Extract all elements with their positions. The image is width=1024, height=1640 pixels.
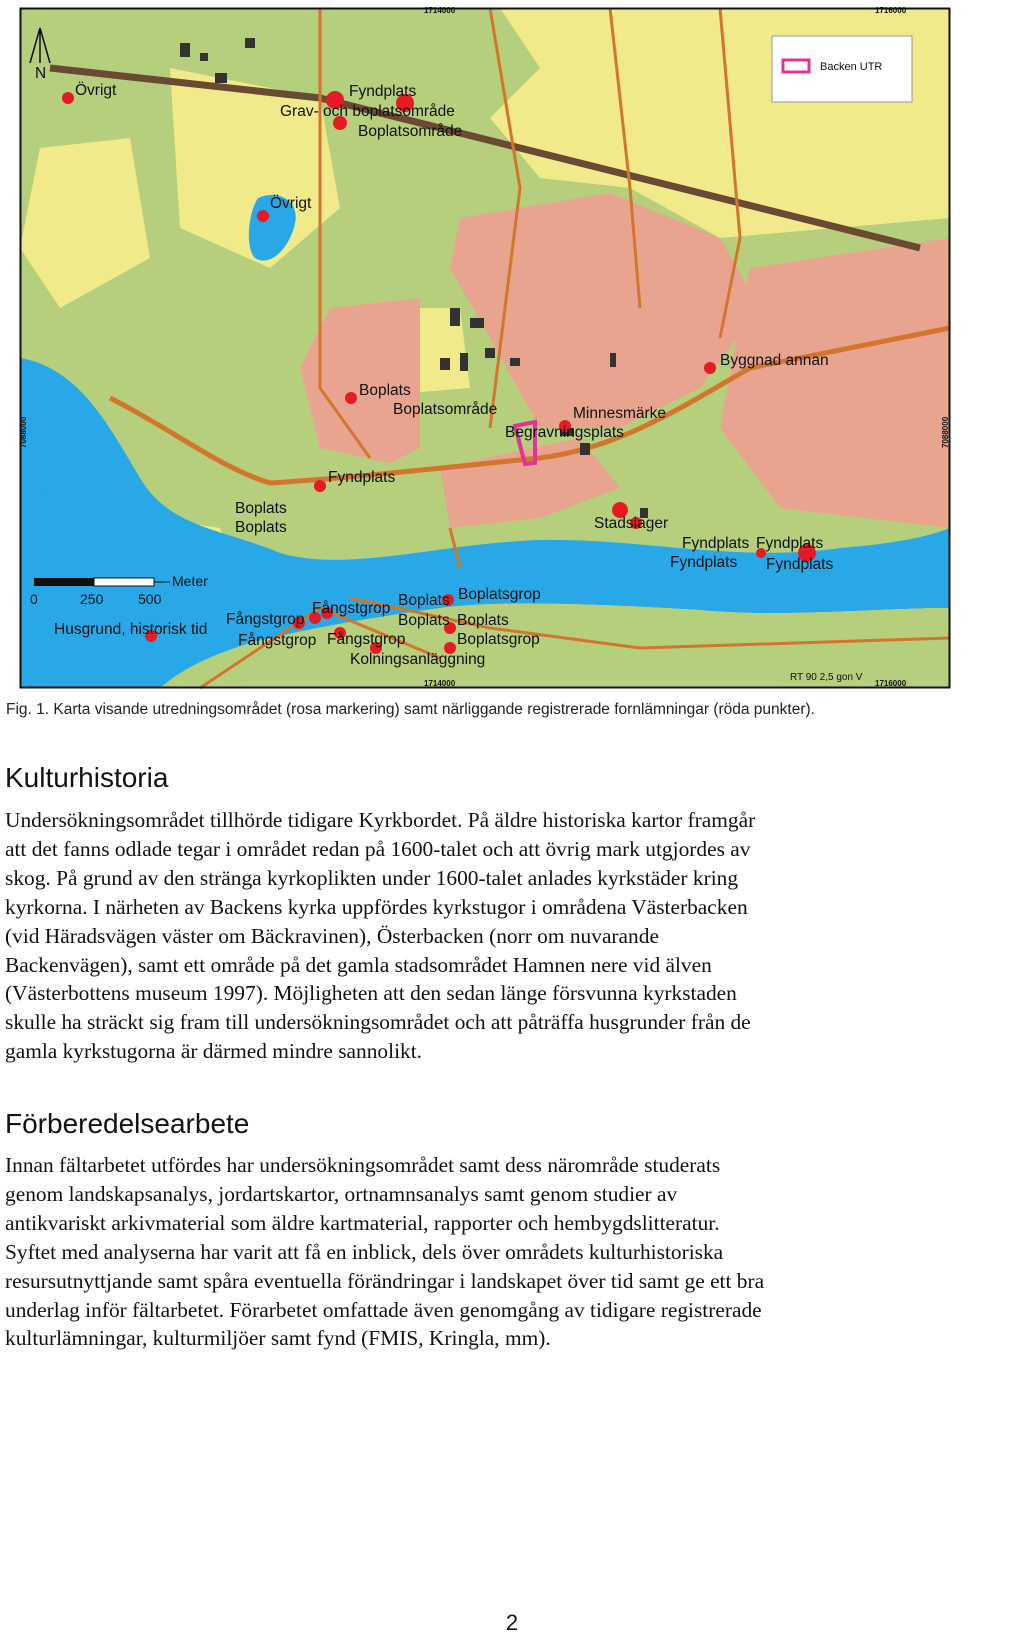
site-label: Boplatsområde bbox=[358, 123, 463, 140]
heading-forberedelsearbete: Förberedelsearbete bbox=[5, 1108, 250, 1139]
grid-label: 7088000 bbox=[19, 416, 28, 448]
grid-label: 1716000 bbox=[875, 6, 907, 15]
site-label: Husgrund, historisk tid bbox=[54, 621, 208, 638]
site-label: Boplatsområde bbox=[393, 401, 498, 418]
site-label: Boplats bbox=[359, 382, 411, 399]
map bbox=[20, 8, 950, 688]
site-label: Fyndplats bbox=[328, 469, 396, 486]
site-label: Kolningsanläggning bbox=[350, 651, 486, 668]
site-label: Fyndplats bbox=[670, 554, 738, 571]
grid-label: 1714000 bbox=[424, 6, 456, 15]
map-figure bbox=[20, 8, 950, 688]
site-label: Boplats bbox=[398, 612, 450, 629]
site-label: Boplats bbox=[235, 500, 287, 517]
map-legend bbox=[772, 36, 912, 102]
site-label: Fyndplats bbox=[349, 83, 417, 100]
site-label: Begravningsplats bbox=[505, 424, 624, 441]
projection-label: RT 90 2,5 gon V bbox=[790, 672, 863, 683]
text-line: (Västerbottens museum 1997). Möjligheten att den sedan länge försvunna kyrkstaden bbox=[5, 981, 737, 1006]
text-line: underlag inför fältarbetet. Förarbetet omfattade även genomgång av tidigare registrerade bbox=[5, 1297, 762, 1322]
page-number: 2 bbox=[505, 1610, 519, 1635]
text-line: (vid Häradsvägen väster om Bäckravinen), Österbacken (norr om nuvarande bbox=[5, 923, 659, 948]
text-line: att det fanns odlade tegar i området redan på 1600-talet och att övrig mark utgjordes av bbox=[5, 836, 751, 861]
site-label: Boplats bbox=[398, 592, 450, 609]
text-line: Innan fältarbetet utfördes har undersökningsområdet samt dess närområde studerats bbox=[5, 1153, 721, 1177]
site-label: Boplats bbox=[457, 612, 509, 629]
site-label: Boplatsgrop bbox=[457, 631, 540, 648]
text-line: Backenvägen), samt ett område på det gamla stadsområdet Hamnen nere vid älven bbox=[5, 952, 712, 977]
paragraph-kulturhistoria bbox=[5, 806, 955, 1066]
site-label: Grav- och boplatsområde bbox=[280, 103, 455, 120]
figure-caption: Fig. 1. Karta visande utredningsområdet (rosa markering) samt närliggande registrerade fornlämningar (röda punkter). bbox=[6, 701, 815, 718]
text-line: antikvariskt arkivmaterial som äldre kartmaterial, rapporter och hembygdslitteratur. bbox=[5, 1210, 720, 1235]
site-label: Fångstgrop bbox=[312, 600, 391, 617]
scale-unit: Meter bbox=[172, 573, 208, 589]
site-label: Fångstgrop bbox=[327, 631, 406, 648]
scale-tick: 250 bbox=[80, 591, 104, 607]
text-line: Syftet med analyserna har varit att få en inblick, dels över områdets kulturhistoriska bbox=[5, 1239, 724, 1264]
text-line: resursutnyttjande samt spåra eventuella förändringar i landskapet över tid samt ge ett bra bbox=[5, 1268, 765, 1293]
site-label: Övrigt bbox=[270, 195, 312, 212]
site-label: Fångstgrop bbox=[226, 611, 305, 628]
scale-tick: 500 bbox=[138, 591, 162, 607]
site-label: Fyndplats bbox=[756, 535, 824, 552]
legend-label: Backen UTR bbox=[820, 61, 883, 73]
grid-label: 1714000 bbox=[424, 679, 456, 688]
text-line: gamla kyrkstugorna är därmed mindre sannolikt. bbox=[5, 1039, 423, 1064]
text-line: skog. På grund av den stränga kyrkoplikten under 1600-talet anlades kyrkstäder kring bbox=[5, 865, 739, 890]
scale-tick: 0 bbox=[30, 591, 38, 607]
text-line: kyrkorna. I närheten av Backens kyrka uppfördes kyrkstugor i områdena Västerbacken bbox=[5, 894, 748, 919]
heading-kulturhistoria: Kulturhistoria bbox=[5, 762, 169, 793]
site-label: Boplatsgrop bbox=[458, 586, 541, 603]
site-label: Boplats bbox=[235, 519, 287, 536]
site-label: Byggnad annan bbox=[720, 352, 829, 369]
text-line: skulle ha sträckt sig fram till undersökningsområdet och att påträffa husgrunder från de bbox=[5, 1010, 751, 1035]
site-label: Fångstgrop bbox=[238, 632, 317, 649]
paragraph-forberedelsearbete bbox=[5, 1151, 955, 1353]
text-line: Undersökningsområdet tillhörde tidigare Kyrkbordet. På äldre historiska kartor framgår bbox=[5, 808, 756, 832]
grid-label: 1716000 bbox=[875, 679, 907, 688]
site-label: Minnesmärke bbox=[573, 405, 667, 422]
grid-label: 7088000 bbox=[941, 416, 950, 448]
text-line: genom landskapsanalys, jordartskartor, ortnamnsanalys samt genom studier av bbox=[5, 1181, 678, 1206]
site-label: Stadslager bbox=[594, 515, 669, 532]
site-label: Fyndplats bbox=[766, 556, 834, 573]
site-label: Fyndplats bbox=[682, 535, 750, 552]
text-line: kulturlämningar, kulturmiljöer samt fynd (FMIS, Kringla, mm). bbox=[5, 1326, 551, 1351]
site-label: Övrigt bbox=[75, 82, 117, 99]
north-label: N bbox=[35, 65, 47, 82]
